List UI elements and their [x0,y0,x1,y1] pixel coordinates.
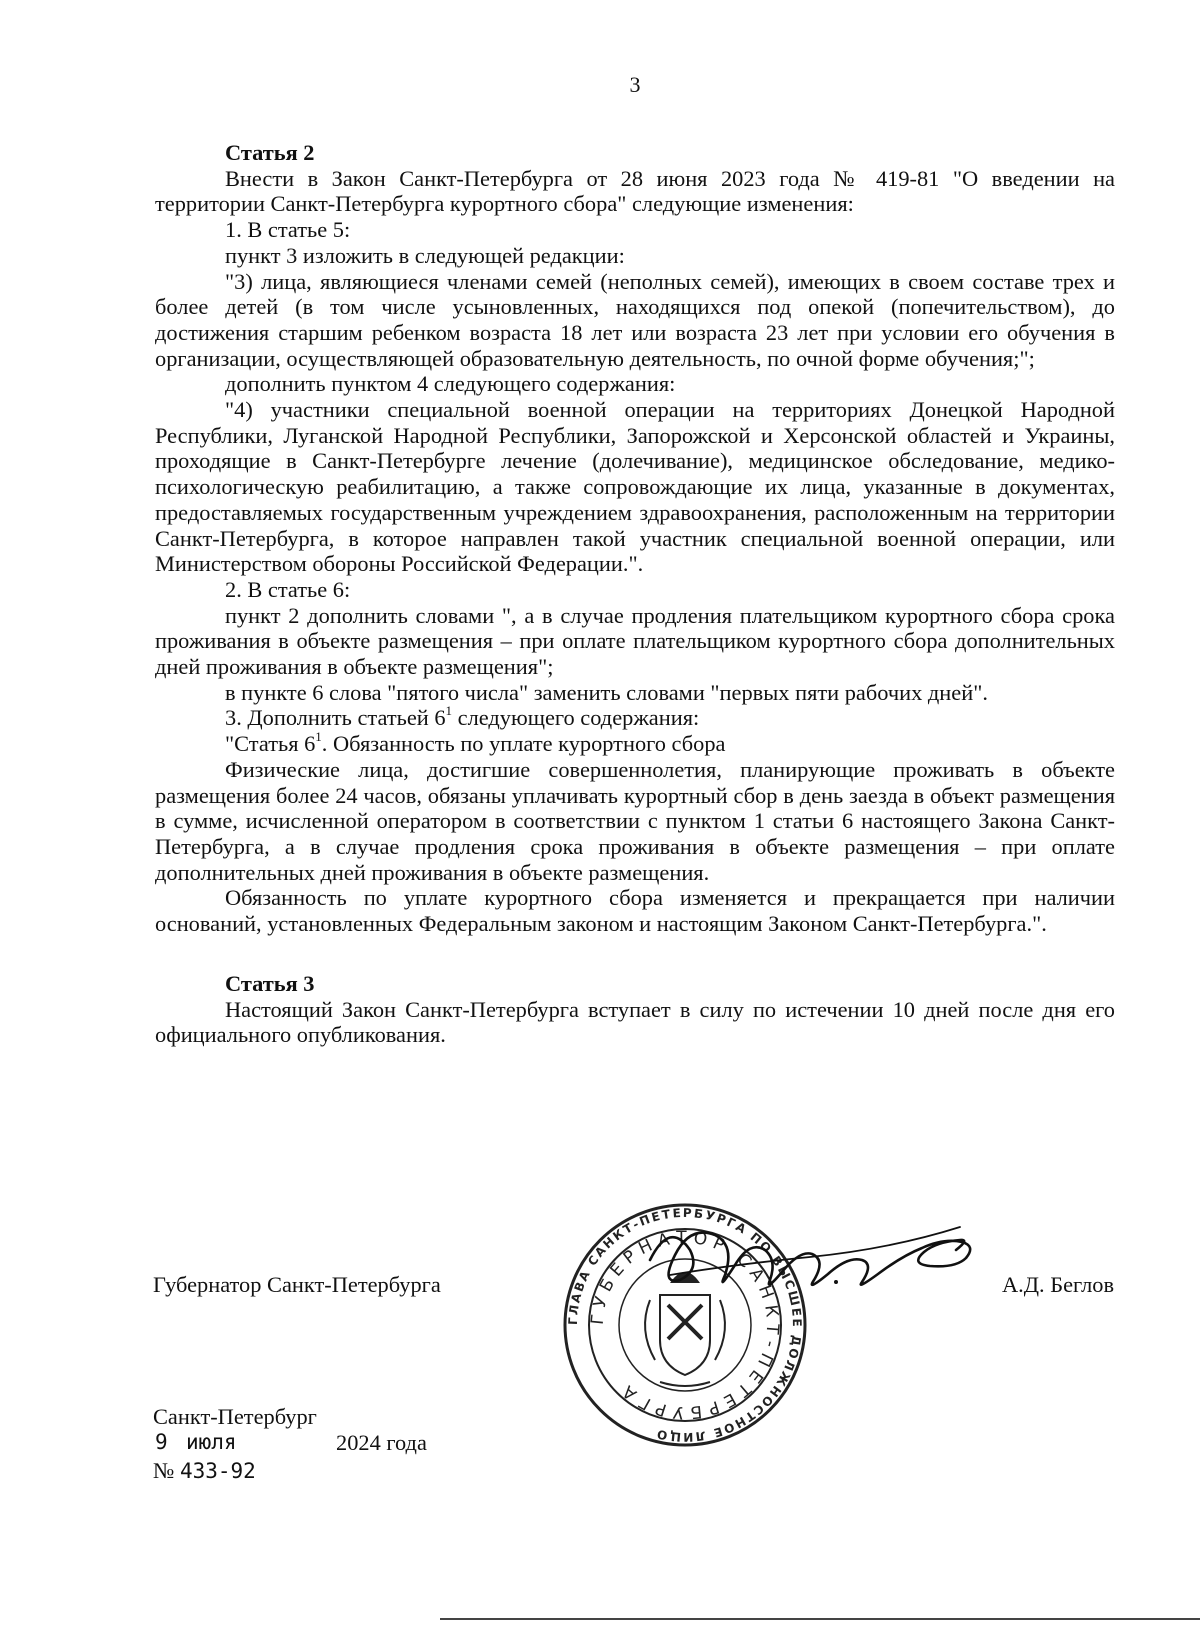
item-3-superscript: 1 [445,703,453,718]
new-article-paragraph-1: Физические лица, достигшие совершеннолетия, планирующие проживать в объекте размещения более 24 часов, обязаны уплачивать курортный сбор в день заезда в объект размещения в сумме, исчисленной оператором в соответствии с пунктом 1 статьи 6 настоящего Закона Санкт-Петербурга, а в случае продления срока проживания в объекте размещения – при оплате дополнительных дней проживания в объекте размещения. [155,756,1115,885]
item-1-point-4-instruction: дополнить пунктом 4 следующего содержания: [225,371,676,397]
law-number-value: 433-92 [179,1459,256,1483]
new-article-title [155,728,1115,757]
article-3-text: Настоящий Закон Санкт-Петербурга вступает в силу по истечении 10 дней после дня его официального опубликования. [155,996,1115,1048]
new-article-superscript: 1 [315,728,322,744]
law-number [153,1458,256,1484]
seal-outer-text: ГЛАВА САНКТ-ПЕТЕРБУРГА ПО ВЫСШЕЕ ДОЛЖНОСТНОЕ ЛИЦО [565,1205,805,1445]
signing-day: 9 [155,1430,168,1454]
new-article-title-end: . Обязанность по уплате курортного сбора [321,731,726,757]
scan-edge-line [440,1618,1200,1620]
page-number: 3 [629,72,641,97]
item-2-point-6: в пункте 6 слова "пятого числа" заменить словами "первых пяти рабочих дней". [225,679,988,705]
law-body [155,140,1115,1048]
law-number-prefix: № [153,1458,180,1483]
item-1-point-3-instruction: пункт 3 изложить в следующей редакции: [225,242,625,268]
item-3-text: 3. Дополнить статьей 6 [225,705,446,731]
item-3 [155,705,1115,731]
item-1: 1. В статье 5: [225,217,351,243]
item-2: 2. В статье 6: [225,576,351,602]
signing-place: Санкт-Петербург [153,1404,317,1429]
item-3-text-end: следующего содержания: [452,705,700,731]
seal-inner-text: ГУБЕРНАТОР САНКТ-ПЕТЕРБУРГА [587,1227,783,1423]
handwritten-signature-icon [640,1190,1020,1310]
signing-month: июля [186,1430,237,1454]
item-2-point-2: пункт 2 дополнить словами ", а в случае продления плательщиком курортного сбора срока проживания в объекте размещения – при оплате плательщиком курортного сбора дополнительных дней проживания в объекте размещения"; [155,602,1115,680]
article-2-heading: Статья 2 [225,140,315,165]
article-3-heading: Статья 3 [225,970,315,996]
signatory-title: Губернатор Санкт-Петербурга [153,1272,441,1297]
item-1-point-3-text: "3) лица, являющиеся членами семей (неполных семей), имеющих в своем составе трех и более детей (в том числе усыновленных, находящихся под опекой (попечительством), до достижения старшим ребенком возраста 18 лет или возраста 23 лет при условии его обучения в организации, осуществляющей образовательную деятельность, по очной форме обучения;"; [155,268,1115,371]
article-2-intro: Внести в Закон Санкт-Петербурга от 28 июня 2023 года № 419-81 "О введении на территории Санкт-Петербурга курортного сбора" следующие изменения: [155,165,1115,217]
new-article-paragraph-2: Обязанность по уплате курортного сбора изменяется и прекращается при наличии оснований, установленных Федеральным законом и настоящим Законом Санкт-Петербурга.". [155,885,1115,937]
new-article-title-text: "Статья 6 [225,731,316,757]
signing-year: 2024 года [336,1430,427,1455]
item-1-point-4-text: "4) участники специальной военной операции на территориях Донецкой Народной Республики, Луганской Народной Республики, Запорожской и Херсонской областей и Украины, проходящие в Санкт-Петербурге лечение (долечивание), медицинское обследование, медико-психологическую реабилитацию, а также сопровождающие их лица, указанные в документах, предоставляемых государственным учреждением здравоохранения, расположенным на территории Санкт-Петербурга, в которое направлен такой участник специальной военной операции, или Министерством обороны Российской Федерации.". [155,397,1115,577]
signatory-name: А.Д. Беглов [1002,1272,1115,1297]
